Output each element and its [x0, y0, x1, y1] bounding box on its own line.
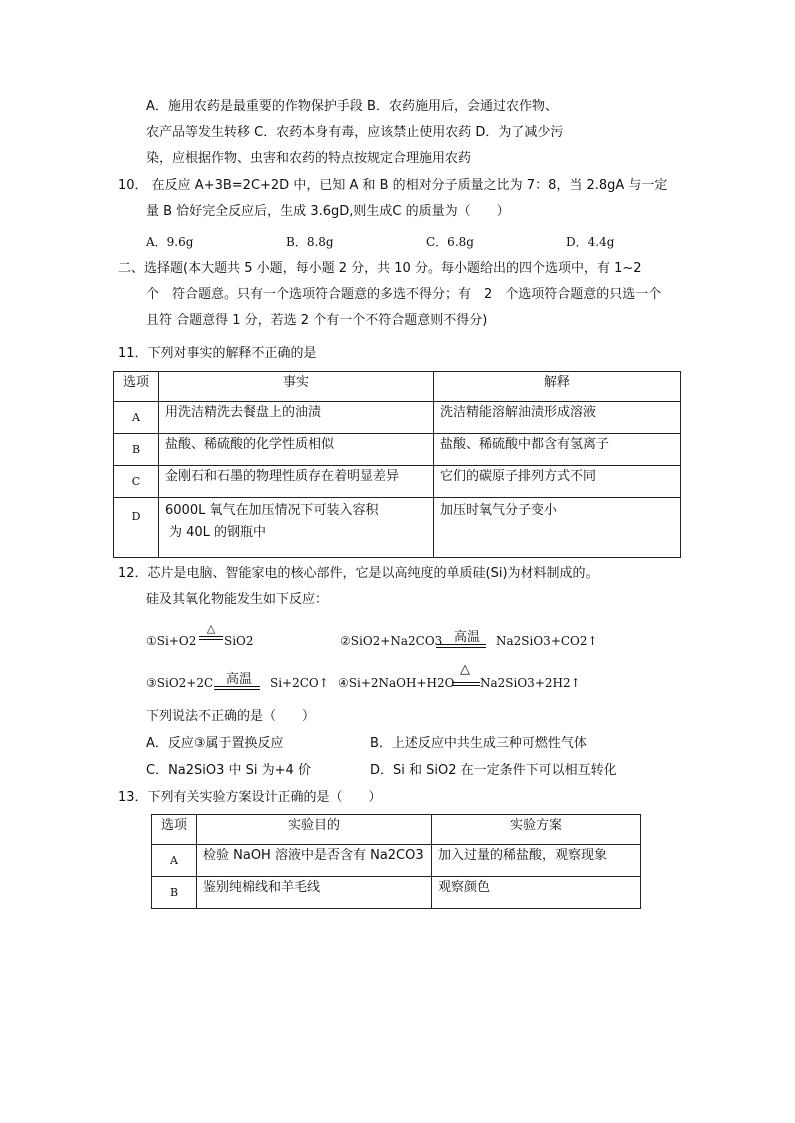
q12-option-d: D．Si 和 SiO2 在一定条件下可以相互转化 [370, 763, 617, 778]
q13-row-b-option: B [152, 877, 197, 909]
q13-row-a-goal: 检验 NaOH 溶液中是否含有 Na2CO3 [197, 845, 432, 877]
q12-eq3-equals-bottom [214, 689, 260, 690]
q12-eq1-right: SiO2 [224, 634, 254, 648]
q11-header-option: 选项 [114, 372, 159, 402]
section2-heading-line-3: 且符 合题意得 1 分，若选 2 个有一个不符合题意则不得分) [146, 313, 488, 328]
q11-table [113, 371, 681, 558]
q12-eq2-left: ②SiO2+Na2CO3 [340, 634, 443, 648]
q12-option-c: C．Na2SiO3 中 Si 为+4 价 [146, 763, 311, 778]
q13-header-goal: 实验目的 [197, 815, 432, 845]
q13-row-b-goal: 鉴别纯棉线和羊毛线 [197, 877, 432, 909]
q10-option-a: A．9.6g [146, 235, 194, 249]
q11-row-b-fact: 盐酸、稀硫酸的化学性质相似 [159, 434, 434, 466]
q11-header-row [114, 372, 681, 402]
q9-line-1: A．施用农药是最重要的作物保护手段 B．农药施用后，会通过农作物、 [146, 99, 558, 114]
q12-eq2-condition: 高温 [453, 630, 480, 645]
q11-row-c-option: C [114, 466, 159, 498]
q13-row-b-plan: 观察颜色 [432, 877, 641, 909]
q13-header-plan: 实验方案 [432, 815, 641, 845]
q13-row-a-option: A [152, 845, 197, 877]
q12-eq2-equals-top [436, 644, 486, 645]
q12-option-b: B．上述反应中共生成三种可燃性气体 [370, 736, 587, 751]
q11-row-d-fact-line-2: 为 40L 的钢瓶中 [169, 525, 267, 540]
q11-header-explanation: 解释 [434, 372, 681, 402]
table-row [152, 877, 641, 909]
q10-option-b: B．8.8g [286, 235, 334, 249]
q10-stem-line-2: 量 B 恰好完全反应后，生成 3.6gD,则生成C 的质量为（ ） [146, 204, 510, 219]
q11-row-a-fact: 用洗洁精洗去餐盘上的油渍 [159, 402, 434, 434]
table-row [152, 845, 641, 877]
q11-row-c-explanation: 它们的碳原子排列方式不同 [434, 466, 681, 498]
q12-eq3-right: Si+2CO↑ [270, 676, 329, 690]
table-row [114, 498, 681, 558]
q13-header-row [152, 815, 641, 845]
q12-eq4-right: Na2SiO3+2H2↑ [480, 676, 581, 690]
q13-table [151, 814, 641, 909]
q11-row-b-option: B [114, 434, 159, 466]
q11-row-a-option: A [114, 402, 159, 434]
table-row [114, 434, 681, 466]
q9-line-2: 农产品等发生转移 C．农药本身有毒，应该禁止使用农药 D．为了减少污 [146, 125, 564, 140]
q12-eq4-left: ④Si+2NaOH+H2O [338, 676, 455, 690]
q12-option-a: A．反应③属于置换反应 [146, 736, 284, 751]
q11-row-a-explanation: 洗洁精能溶解油渍形成溶液 [434, 402, 681, 434]
q11-row-c-fact: 金刚石和石墨的物理性质存在着明显差异 [159, 466, 434, 498]
q12-eq1-left: ①Si+O2 [146, 634, 197, 648]
q11-row-d-explanation: 加压时氧气分子变小 [434, 498, 681, 558]
section2-heading-line-1: 二、选择题(本大题共 5 小题，每小题 2 分，共 10 分。每小题给出的四个选项中，有 1~2 [118, 261, 642, 276]
q11-row-b-explanation: 盐酸、稀硫酸中都含有氢离子 [434, 434, 681, 466]
q13-stem: 13．下列有关实验方案设计正确的是（ ） [118, 790, 382, 805]
q12-eq2-equals-bottom [436, 647, 486, 648]
q10-option-c: C．6.8g [426, 235, 474, 249]
q12-question: 下列说法不正确的是（ ） [146, 709, 316, 724]
q10-option-d: D．4.4g [566, 235, 615, 249]
q12-eq4-equals-top [452, 682, 480, 683]
q11-header-fact: 事实 [159, 372, 434, 402]
q13-header-option: 选项 [152, 815, 197, 845]
q12-eq2-right: Na2SiO3+CO2↑ [496, 634, 598, 648]
q11-stem: 11．下列对事实的解释不正确的是 [118, 346, 317, 361]
q12-eq4-condition: △ [460, 662, 470, 677]
q12-eq3-condition: 高温 [225, 672, 252, 687]
q13-row-a-plan: 加入过量的稀盐酸，观察现象 [432, 845, 641, 877]
q12-eq3-left: ③SiO2+2C [146, 676, 214, 690]
q12-eq1-equals-top [199, 636, 223, 637]
section2-heading-line-2: 个 符合题意。只有一个选项符合题意的多选不得分；有 2 个选项符合题意的只选一个 [146, 287, 662, 302]
q12-eq1-equals-bottom [199, 639, 223, 640]
q12-eq1-condition: △ [206, 622, 216, 635]
q12-stem-line-2: 硅及其氧化物能发生如下反应： [146, 592, 329, 607]
q11-row-d-fact: 6000L 氧气在加压情况下可装入容积 [165, 503, 379, 518]
q9-line-3: 染，应根据作物、虫害和农药的特点按规定合理施用农药 [146, 151, 472, 166]
q12-stem-line-1: 12．芯片是电脑、智能家电的核心部件，它是以高纯度的单质硅(Si)为材料制成的。 [118, 566, 599, 581]
q10-stem-line-1: 10． 在反应 A+3B=2C+2D 中，已知 A 和 B 的相对分子质量之比为 7：8，当 2.8gA 与一定 [118, 178, 668, 193]
q12-eq3-equals-top [214, 686, 260, 687]
q12-eq4-equals-bottom [452, 685, 480, 686]
table-row [114, 466, 681, 498]
table-row [114, 402, 681, 434]
q11-row-d-option: D [114, 498, 159, 558]
